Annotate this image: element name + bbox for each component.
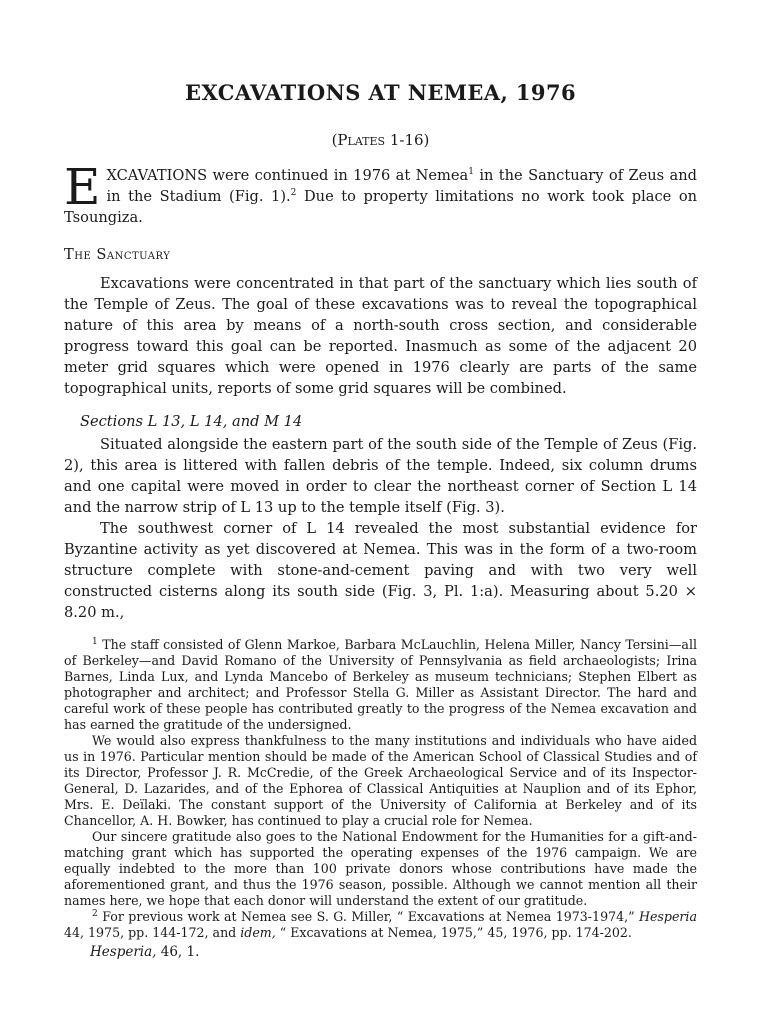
footnote-2-text-c: “ Excavations at Nemea, 1975,” 45, 1976, pp. 174-202.: [275, 925, 632, 940]
footnote-ref-1[interactable]: 1: [468, 167, 474, 178]
section-heading: The Sanctuary: [64, 246, 171, 263]
footnote-1c: Our sincere gratitude also goes to the National Endowment for the Humanities for a gift-and-matching grant which has supported the operating expenses of the 1976 campaign. We are equally indebted to the more than 100 private donors whose contributions have made the aforementioned grant, and thus the 1976 season, possible. Although we cannot mention all their names here, we hope that each donor will understand the extent of our gratitude.: [64, 829, 697, 908]
footnote-mark-2: 2: [92, 908, 98, 919]
footer-journal: Hesperia,: [90, 944, 157, 960]
paragraph-sanctuary: Excavations were concentrated in that part of the sanctuary which lies south of the Temple of Zeus. The goal of these excavations was to reveal the topographical nature of this area by means of a north-south cross section, and considerable progress toward this goal can be reported. Inasmuch as some of the adjacent 20 meter grid squares which were opened in 1976 clearly are parts of the same topographical units, reports of some grid squares will be combined.: [64, 275, 697, 397]
paragraph-sections-2: The southwest corner of L 14 revealed the most substantial evidence for Byzantine activity as yet discovered at Nemea. This was in the form of a two-room structure complete with stone-and-cement paving and with two very well constructed cisterns along its south side (Fig. 3, Pl. 1:a). Measuring about 5.20 × 8.20 m.,: [64, 520, 697, 621]
plates-note: (Plates 1-16): [331, 131, 430, 149]
footnote-1a-text: The staff consisted of Glenn Markoe, Barbara McLauchlin, Helena Miller, Nancy Tersini—all of Berkeley—and David Romano of the University of Pennsylvania as field archaeologists; Irina Barnes, Linda Lux, and Lynda Mancebo of Berkeley as museum technicians; Stephen Elbert as photographer and architect; and Professor Stella G. Miller as Assistant Director. The hard and careful work of these people has contributed greatly to the progress of the Nemea excavation and has earned the gratitude of the undersigned.: [64, 637, 697, 732]
paragraph-sections-1: Situated alongside the eastern part of the south side of the Temple of Zeus (Fig. 2), this area is littered with fallen debris of the temple. Indeed, six column drums and one capital were moved in order to clear the northeast corner of Section L 14 and the narrow strip of L 13 up to the temple itself (Fig. 3).: [64, 436, 697, 516]
footnote-2-journal: Hesperia: [639, 909, 697, 924]
footnote-2-idem: idem,: [240, 925, 276, 940]
article-title: EXCAVATIONS AT NEMEA, 1976: [185, 80, 576, 105]
subsection-heading: Sections L 13, L 14, and M 14: [80, 413, 303, 430]
footnote-1b: We would also express thankfulness to the many institutions and individuals who have aided us in 1976. Particular mention should be made of the American School of Classical Studies and of its Director, Professor J. R. McCredie, of the Greek Archaeological Service and of its Inspector-General, D. Lazarides, and of the Ephorea of Classical Antiquities at Nauplion and of its Ephor, Mrs. E. Deïlaki. The constant support of the University of California at Berkeley and of its Chancellor, A. H. Bowker, has continued to play a crucial role for Nemea.: [64, 733, 697, 828]
footnote-ref-2[interactable]: 2: [290, 188, 297, 199]
footnote-1a: [64, 637, 697, 733]
intro-paragraph: [64, 158, 698, 228]
drop-cap: E: [64, 158, 101, 216]
footnote-2-text-b: 44, 1975, pp. 144-172, and: [64, 925, 241, 940]
page-footer: [90, 944, 199, 960]
intro-text-3: Due to property limitations no work took place on Tsoungiza.: [64, 188, 698, 226]
intro-text-1: were continued in 1976 at Nemea: [207, 167, 469, 184]
footer-issue: 46, 1.: [156, 944, 200, 960]
footnote-2: [64, 909, 697, 941]
footnote-mark-1: 1: [92, 636, 98, 647]
intro-text-2: in the Sanctuary of Zeus and in the Stadium (Fig. 1).: [106, 167, 697, 205]
footnotes: [64, 637, 697, 941]
intro-first-word: XCAVATIONS: [106, 167, 208, 184]
footnote-2-text-a: For previous work at Nemea see S. G. Miller, “ Excavations at Nemea 1973-1974,”: [102, 909, 639, 924]
page-content: [64, 80, 697, 941]
